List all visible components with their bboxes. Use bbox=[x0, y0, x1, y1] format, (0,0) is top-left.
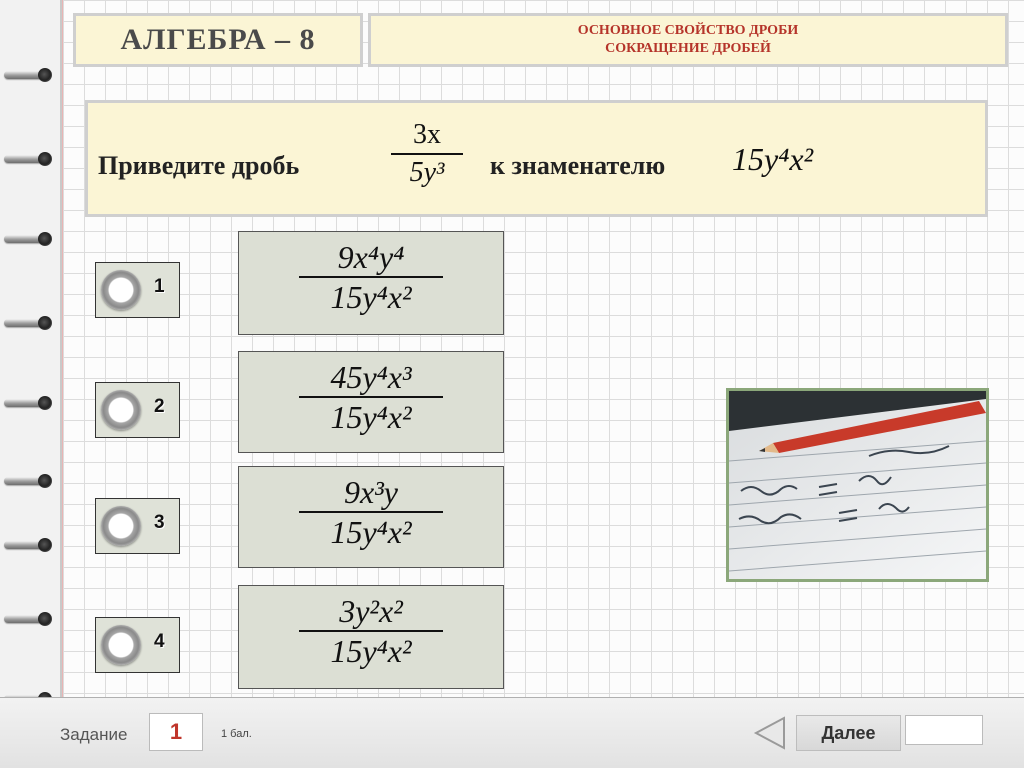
spiral-ring bbox=[4, 232, 56, 246]
ring-hole bbox=[38, 68, 52, 82]
triangle-left-icon bbox=[752, 716, 786, 750]
task-statement bbox=[85, 100, 988, 217]
blank-button[interactable] bbox=[905, 715, 983, 745]
spiral-ring bbox=[4, 612, 56, 626]
task-fraction bbox=[391, 117, 463, 191]
option-numerator: 3y²x² bbox=[339, 593, 403, 629]
option-denominator: 15y⁴x² bbox=[330, 399, 412, 435]
page-title bbox=[73, 13, 363, 67]
option-number: 3 bbox=[154, 512, 165, 533]
ring-hole bbox=[38, 612, 52, 626]
option-number: 1 bbox=[154, 276, 165, 297]
task-text-after: к знаменателю bbox=[490, 151, 666, 180]
ring-hole bbox=[38, 474, 52, 488]
prev-button[interactable] bbox=[752, 716, 786, 750]
spiral-ring bbox=[4, 152, 56, 166]
margin-line bbox=[62, 0, 63, 697]
ring-hole bbox=[38, 316, 52, 330]
topic-line-1: ОСНОВНОЕ СВОЙСТВО ДРОБИ bbox=[577, 23, 799, 38]
radio-icon[interactable] bbox=[101, 270, 141, 310]
task-text-before: Приведите дробь bbox=[98, 151, 300, 180]
next-button[interactable]: Далее bbox=[796, 715, 901, 751]
option-fraction bbox=[239, 592, 503, 670]
option-fraction bbox=[239, 473, 503, 551]
option-button-1[interactable] bbox=[95, 262, 180, 318]
radio-icon[interactable] bbox=[101, 506, 141, 546]
target-denominator: 15y⁴x² bbox=[732, 141, 814, 177]
radio-icon[interactable] bbox=[101, 390, 141, 430]
option-number: 4 bbox=[154, 631, 165, 652]
option-numerator: 45y⁴x³ bbox=[330, 359, 412, 395]
option-fraction-card-1[interactable] bbox=[238, 231, 504, 335]
ring-hole bbox=[38, 538, 52, 552]
option-button-4[interactable] bbox=[95, 617, 180, 673]
task-fraction-denominator: 5y³ bbox=[409, 157, 445, 188]
spiral-ring bbox=[4, 68, 56, 82]
option-denominator: 15y⁴x² bbox=[330, 633, 412, 669]
option-denominator: 15y⁴x² bbox=[330, 514, 412, 550]
option-button-2[interactable] bbox=[95, 382, 180, 438]
pencil-notebook-photo bbox=[726, 388, 989, 582]
option-denominator: 15y⁴x² bbox=[330, 279, 412, 315]
spiral-ring bbox=[4, 316, 56, 330]
option-fraction-card-2[interactable] bbox=[238, 351, 504, 453]
option-button-3[interactable] bbox=[95, 498, 180, 554]
spiral-ring bbox=[4, 538, 56, 552]
option-fraction-card-4[interactable] bbox=[238, 585, 504, 689]
option-fraction-card-3[interactable] bbox=[238, 466, 504, 568]
title-text: АЛГЕБРА – 8 bbox=[120, 23, 316, 56]
spiral-ring bbox=[4, 396, 56, 410]
bottom-toolbar bbox=[0, 697, 1024, 768]
option-numerator: 9x³y bbox=[344, 474, 398, 510]
spiral-margin bbox=[0, 0, 62, 697]
points-label: 1 бал. bbox=[221, 728, 252, 740]
option-number: 2 bbox=[154, 396, 165, 417]
task-fraction-numerator: 3x bbox=[413, 119, 441, 150]
radio-icon[interactable] bbox=[101, 625, 141, 665]
topic-header bbox=[368, 13, 1008, 67]
photo-illustration bbox=[729, 391, 986, 579]
spiral-ring bbox=[4, 474, 56, 488]
task-label: Задание bbox=[60, 725, 128, 744]
ring-hole bbox=[38, 396, 52, 410]
option-numerator: 9x⁴y⁴ bbox=[337, 239, 405, 275]
topic-line-2: СОКРАЩЕНИЕ ДРОБЕЙ bbox=[605, 41, 771, 56]
option-fraction bbox=[239, 358, 503, 436]
ring-hole bbox=[38, 152, 52, 166]
task-number: 1 bbox=[149, 713, 203, 751]
ring-hole bbox=[38, 232, 52, 246]
option-fraction bbox=[239, 238, 503, 316]
